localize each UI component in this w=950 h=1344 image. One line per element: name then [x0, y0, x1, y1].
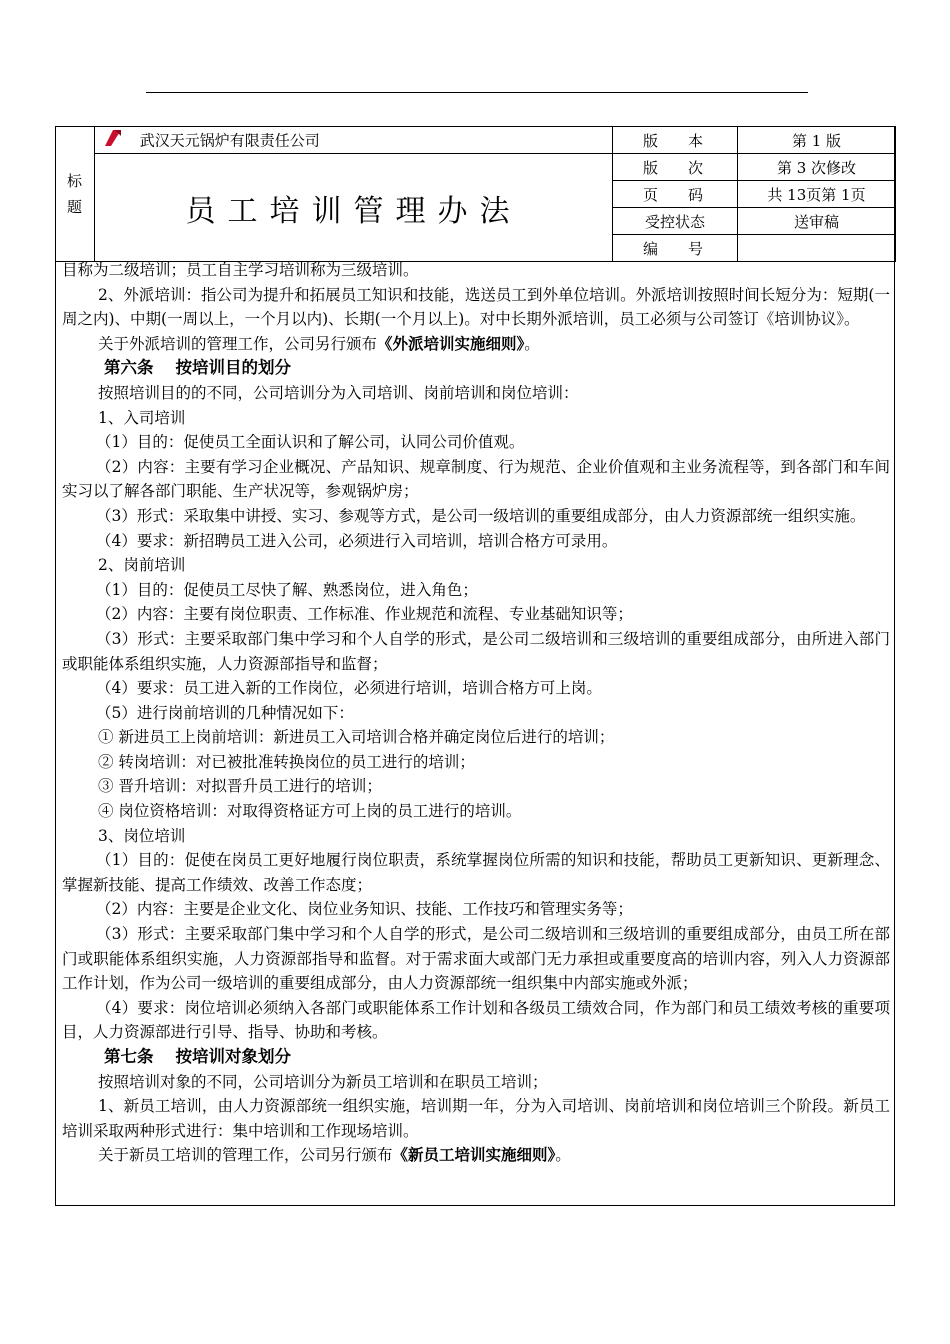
paragraph: 2、岗前培训 [98, 556, 186, 575]
paragraph: （2）内容：主要有学习企业概况、产品知识、规章制度、行为规范、企业价值观和主业务流程等，到各部门和车间实习以了解各部门职能、生产状况等，参观锅炉房； [62, 457, 890, 501]
paragraph: （5）进行岗前培训的几种情况如下： [96, 703, 354, 722]
paragraph: 1、新员工培训，由人力资源部统一组织实施，培训期一年，分为入司培训、岗前培训和岗位培训三个阶段。新员工培训采取两种形式进行：集中培训和工作现场培训。 [62, 1097, 890, 1140]
paragraph: 按照培训对象的不同，公司培训分为新员工培训和在职员工培训； [98, 1072, 548, 1091]
header-rule [146, 92, 808, 93]
meta-value-version: 第 1 版 [738, 127, 896, 154]
paragraph: （3）形式：主要采取部门集中学习和个人自学的形式，是公司二级培训和三级培训的重要组成部分，由员工所在部门或职能体系组织实施，人力资源部指导和监督。对于需求面大或部门无力承担或重要度高的培训内容，列入人力资源部工作计划，作为公司一级培训的重要组成部分，由人力资源部统一组织集中内部实施或外派； [62, 925, 890, 993]
bold-reference: 《新员工培训实施细则》 [392, 1146, 556, 1165]
bold-reference: 《外派培训实施细则》 [377, 334, 525, 353]
paragraph: （2）内容：主要有岗位职责、工作标准、作业规范和流程、专业基础知识等； [96, 605, 633, 624]
paragraph: ③ 晋升培训：对拟晋升员工进行的培训； [98, 777, 382, 796]
paragraph: （4）要求：新招聘员工进入公司，必须进行入司培训，培训合格方可录用。 [96, 531, 618, 550]
meta-label-page: 页 码 [613, 181, 738, 208]
document-body [62, 258, 890, 1168]
meta-value-page: 共 13页第 1页 [738, 181, 896, 208]
document-title: 员工培训管理办法 [95, 154, 613, 262]
paragraph: （4）要求：岗位培训必须纳入各部门或职能体系工作计划和各级员工绩效合同，作为部门和员工绩效考核的重要项目，人力资源部进行引导、指导、协助和考核。 [62, 998, 890, 1042]
meta-label-control-status: 受控状态 [613, 208, 738, 235]
side-label-cell [56, 127, 95, 262]
company-logo-icon [103, 128, 123, 152]
paragraph: （2）内容：主要是企业文化、岗位业务知识、技能、工作技巧和管理实务等； [96, 900, 633, 919]
article-7-heading: 第七条 按培训对象划分 [104, 1047, 291, 1066]
paragraph: （1）目的：促使员工尽快了解、熟悉岗位，进入角色； [96, 580, 478, 599]
article-6-heading: 第六条 按培训目的划分 [104, 358, 291, 378]
paragraph: 关于外派培训的管理工作，公司另行颁布《外派培训实施细则》。 [98, 334, 540, 353]
paragraph: （1）目的：促使在岗员工更好地履行岗位职责，系统掌握岗位所需的知识和技能，帮助员工更新知识、更新理念、掌握新技能、提高工作绩效、改善工作态度； [62, 851, 890, 894]
paragraph: 关于新员工培训的管理工作，公司另行颁布《新员工培训实施细则》。 [98, 1146, 571, 1165]
meta-value-revision: 第 3 次修改 [738, 154, 896, 181]
paragraph: ④ 岗位资格培训：对取得资格证方可上岗的员工进行的培训。 [98, 802, 522, 821]
paragraph: 3、岗位培训 [98, 826, 186, 845]
paragraph: 按照培训目的的不同，公司培训分为入司培训、岗前培训和岗位培训： [98, 383, 579, 402]
paragraph: 目称为二级培训；员工自主学习培训称为三级培训。 [62, 261, 419, 279]
meta-label-version: 版 本 [613, 127, 738, 154]
paragraph: ① 新进员工上岗前培训：新进员工入司培训合格并确定岗位后进行的培训； [98, 728, 615, 747]
meta-label-revision: 版 次 [613, 154, 738, 181]
company-cell [95, 127, 613, 154]
paragraph: 2、外派培训：指公司为提升和拓展员工知识和技能，选送员工到外单位培训。外派培训按照时间长短分为：短期(一周之内)、中期(一周以上，一个月以内)、长期(一个月以上)。对中长期外派培训，员工必须与公司签订《培训协议》。 [62, 285, 890, 329]
meta-value-control-status: 送审稿 [738, 208, 896, 235]
paragraph: （3）形式：采取集中讲授、实习、参观等方式，是公司一级培训的重要组成部分，由人力资源部统一组织实施。 [96, 506, 866, 525]
paragraph: 1、入司培训 [98, 408, 186, 427]
company-name: 武汉天元锅炉有限责任公司 [139, 131, 320, 150]
paragraph: （4）要求：员工进入新的工作岗位，必须进行培训，培训合格方可上岗。 [96, 679, 602, 698]
meta-label-number: 编 号 [613, 235, 738, 262]
paragraph: （3）形式：主要采取部门集中学习和个人自学的形式，是公司二级培训和三级培训的重要组成部分，由所进入部门或职能体系组织实施，人力资源部指导和监督； [62, 629, 890, 673]
document-header-table [55, 126, 896, 262]
side-label: 标题 [66, 172, 83, 216]
paragraph: ② 转岗培训：对已被批准转换岗位的员工进行的培训； [98, 752, 475, 771]
paragraph: （1）目的：促使员工全面认识和了解公司，认同公司价值观。 [96, 433, 525, 452]
